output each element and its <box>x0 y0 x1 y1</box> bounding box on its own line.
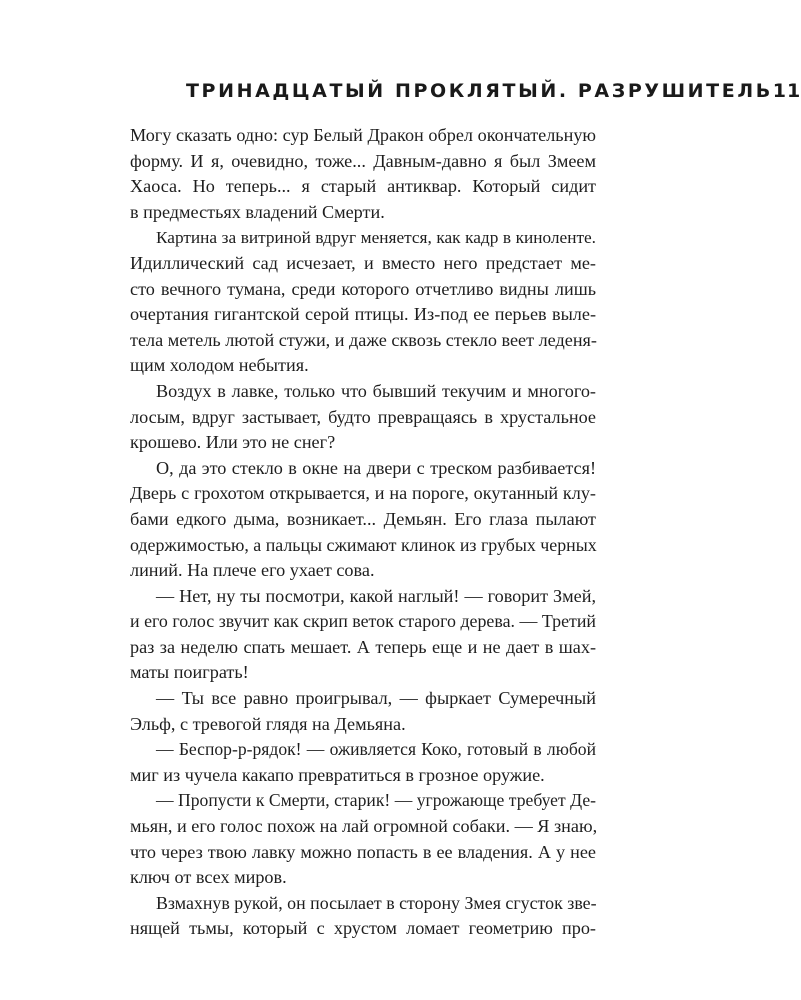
text-line: Эльф, с тревогой глядя на Демьяна. <box>130 713 406 734</box>
text-line: — Нет, ну ты посмотри, какой наглый! — говорит Змей, <box>156 585 596 606</box>
text-line: сто вечного тумана, среди которого отчетливо видны лишь <box>130 278 596 299</box>
text-line: лосым, вдруг застывает, будто превращаясь в хрустальное <box>130 406 596 427</box>
text-line: щим холодом небытия. <box>130 355 309 376</box>
text-line: что через твою лавку можно попасть в ее владения. А у нее <box>130 841 596 862</box>
text-line: миг из чучела какапо превратиться в грозное оружие. <box>130 764 545 785</box>
text-line: Воздух в лавке, только что бывший текучим и многого- <box>156 380 596 401</box>
text-line: одержимостью, а пальцы сжимают клинок из грубых черных <box>130 534 597 555</box>
page-number: 11 <box>772 80 801 102</box>
text-line: Дверь с грохотом открывается, и на пороге, окутанный клу- <box>130 483 596 504</box>
text-line: ключ от всех миров. <box>130 867 287 888</box>
text-line: Идиллический сад исчезает, и вместо него предстает ме- <box>130 252 596 273</box>
text-line: линий. На плече его ухает сова. <box>130 560 375 581</box>
text-line: бами едкого дыма, возникает... Демьян. Его глаза пылают <box>130 508 596 529</box>
text-line: форму. И я, очевидно, тоже... Давным-давно я был Змеем <box>130 150 596 171</box>
text-line: нящей тьмы, который с хрустом ломает геометрию про- <box>130 918 596 939</box>
text-line: — Беспор-р-рядок! — оживляется Коко, готовый в любой <box>156 739 596 760</box>
text-line: Картина за витриной вдруг меняется, как кадр в киноленте. <box>156 228 596 248</box>
book-title: ТРИНАДЦАТЫЙ ПРОКЛЯТЫЙ. РАЗРУШИТЕЛЬ <box>186 80 773 102</box>
text-line: очертания гигантской серой птицы. Из-под ее перьев выле- <box>130 304 596 325</box>
text-line: — Пропусти к Смерти, старик! — угрожающе требует Де- <box>156 790 596 811</box>
running-header <box>186 74 801 108</box>
text-line: и его голос звучит как скрип веток старого дерева. — Третий <box>130 611 596 632</box>
text-line: в предместьях владений Смерти. <box>130 201 385 222</box>
text-line: раз за неделю спать мешает. А теперь еще и не дает в шах- <box>130 636 596 657</box>
text-line: Могу сказать одно: сур Белый Дракон обрел окончательную <box>130 125 596 145</box>
text-line: мьян, и его голос похож на лай огромной собаки. — Я знаю, <box>130 816 598 837</box>
text-line: тела метель лютой стужи, и даже сквозь стекло веет леденя- <box>130 329 597 350</box>
body-text <box>130 123 596 942</box>
text-line: крошево. Или это не снег? <box>130 432 336 453</box>
text-line: маты поиграть! <box>130 662 249 683</box>
text-line: Хаоса. Но теперь... я старый антиквар. Который сидит <box>130 176 596 197</box>
text-line: — Ты все равно проигрывал, — фыркает Сумеречный <box>156 688 596 709</box>
text-line: О, да это стекло в окне на двери с треском разбивается! <box>156 457 596 478</box>
text-line: Взмахнув рукой, он посылает в сторону Змея сгусток зве- <box>156 892 597 913</box>
